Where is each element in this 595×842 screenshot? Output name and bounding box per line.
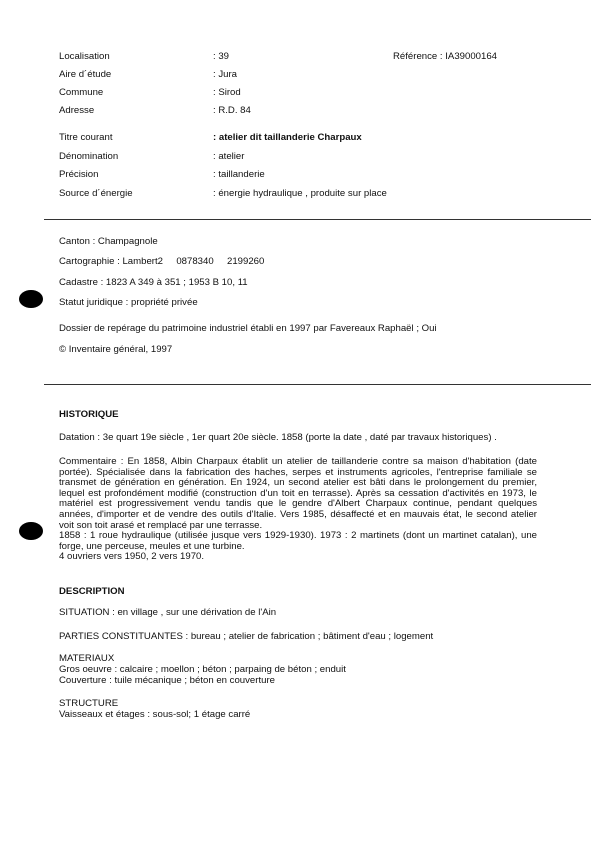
field-label-source-energie: Source d´énergie [59, 188, 133, 199]
parties-constituantes-line: PARTIES CONSTITUANTES : bureau ; atelier de fabrication ; bâtiment d'eau ; logement [59, 631, 434, 642]
structure-line: Vaisseaux et étages : sous-sol; 1 étage carré [59, 709, 251, 720]
cadastre-line: Cadastre : 1823 A 349 à 351 ; 1953 B 10, 11 [59, 277, 248, 288]
field-value-aire-etude: : Jura [213, 69, 237, 80]
field-value-precision: : taillanderie [213, 169, 265, 180]
commentaire-text: Commentaire : En 1858, Albin Charpaux établit un atelier de taillanderie contre sa maison d'habitation (date portée). Spécialisée dans la fabrication des haches, serpes et instruments agricoles, l'entreprise familiale se transmet de génération en génération. En 1924, un second atelier est bâti dans le prolongement du premier, lequel est profondément modifié (construction d'un toit en terrasse). Après sa cessation d'activités en 1973, le matériel est progressivement vendu tandis que le gendre d'Albert Charpaux continue, pendant quelques années, d'importer et de vendre des outils d'Italie. Vers 1985, désaffecté et en mauvais état, le second atelier voit son toit arasé et remplacé par une terrasse. [59, 456, 537, 531]
historique-commentaire [59, 457, 537, 563]
field-label-commune: Commune [59, 87, 104, 98]
field-value-titre-courant: : atelier dit taillanderie Charpaux [213, 132, 362, 143]
workers-text: 4 ouvriers vers 1950, 2 vers 1970. [59, 551, 205, 563]
gros-oeuvre-line: Gros oeuvre : calcaire ; moellon ; béton ; parpaing de béton ; enduit [59, 664, 346, 675]
field-label-adresse: Adresse [59, 105, 95, 116]
field-label-titre-courant: Titre courant [59, 132, 113, 143]
dossier-line: Dossier de repérage du patrimoine industriel établi en 1997 par Favereaux Raphaël ; Oui [59, 323, 437, 334]
punch-hole [19, 522, 43, 540]
field-label-denomination: Dénomination [59, 151, 119, 162]
description-heading: DESCRIPTION [59, 586, 125, 597]
field-label-localisation: Localisation [59, 51, 110, 62]
materiaux-heading: MATERIAUX [59, 653, 115, 664]
field-value-commune: : Sirod [213, 87, 241, 98]
middle-divider [44, 384, 591, 385]
equipment-text: 1858 : 1 roue hydraulique (utilisée jusque vers 1929-1930). 1973 : 2 martinets (dont un martinet catalan), une forge, une perceuse, meules et une turbine. [59, 530, 537, 552]
structure-heading: STRUCTURE [59, 698, 119, 709]
punch-hole [19, 290, 43, 308]
situation-line: SITUATION : en village , sur une dérivation de l'Ain [59, 607, 277, 618]
field-value-source-energie: : énergie hydraulique , produite sur place [213, 188, 387, 199]
couverture-line: Couverture : tuile mécanique ; béton en couverture [59, 675, 275, 686]
datation-line: Datation : 3e quart 19e siècle , 1er quart 20e siècle. 1858 (porte la date , daté par travaux historiques) . [59, 432, 497, 443]
field-label-aire-etude: Aire d´étude [59, 69, 112, 80]
field-value-adresse: : R.D. 84 [213, 105, 251, 116]
field-value-denomination: : atelier [213, 151, 245, 162]
copyright-line: © Inventaire général, 1997 [59, 344, 173, 355]
statut-juridique-line: Statut juridique : propriété privée [59, 297, 198, 308]
field-value-localisation: : 39 [213, 51, 230, 62]
top-divider [44, 219, 591, 220]
canton-line: Canton : Champagnole [59, 236, 158, 247]
cartographie-line: Cartographie : Lambert2 0878340 2199260 [59, 256, 265, 267]
field-label-precision: Précision [59, 169, 99, 180]
historique-heading: HISTORIQUE [59, 409, 119, 420]
reference-number: Référence : IA39000164 [393, 51, 498, 62]
